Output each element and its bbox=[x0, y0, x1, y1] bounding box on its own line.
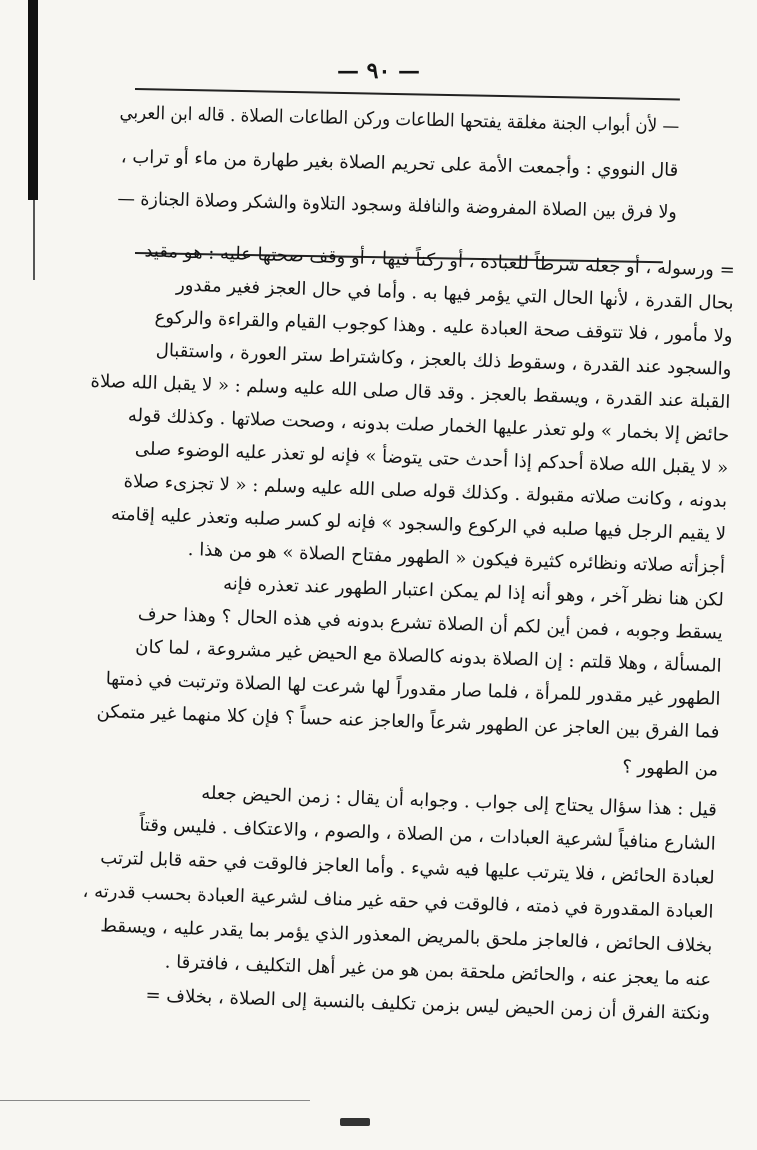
text-line: والسجود عند القدرة ، وسقوط ذلك بالعجز ، وكاشتراط ستر العورة ، واستقبال bbox=[155, 339, 732, 380]
text-line: ونكتة الفرق أن زمن الحيض ليس بزمن تكليف بالنسبة إلى الصلاة ، بخلاف = bbox=[145, 984, 711, 1025]
footnote-block bbox=[116, 86, 680, 260]
text-line: لعبادة الحائض ، فلا يترتب عليها فيه شيء . وأما العاجز فالوقت في حقه قابل لترتب bbox=[100, 847, 715, 889]
text-line: بخلاف الحائض ، فالعاجز ملحق بالمريض المعذور الذي يؤمر بما يقدر عليه ، ويسقط bbox=[99, 915, 713, 957]
text-line: قيل : هذا سؤال يحتاج إلى جواب . وجوابه أن يقال : زمن الحيض جعله bbox=[200, 782, 718, 821]
signature-mark bbox=[340, 1118, 370, 1126]
text-line: « لا يقبل الله صلاة أحدكم إذا أحدث حتى يتوضأ » فإنه لو تعذر عليه الوضوء صلى bbox=[134, 438, 729, 479]
footnote-line: — لأن أبواب الجنة مغلقة يفتحها الطاعات وركن الطاعات الصلاة . قاله ابن العربي bbox=[119, 102, 680, 137]
text-line: عنه ما يعجز عنه ، والحائض ملحقة بمن هو من غير أهل التكليف ، فافترقا . bbox=[164, 951, 712, 991]
text-line: العبادة المقدورة في ذمته ، فالوقت في حقه غير مناف لشرعية العبادة بحسب قدرته ، bbox=[82, 880, 714, 923]
main-text-block bbox=[70, 240, 736, 1025]
text-line: أجزأته صلاته ونظائره كثيرة فيكون « الطهور مفتاح الصلاة » هو من هذا . bbox=[187, 539, 726, 578]
text-line: من الطهور ؟ bbox=[621, 756, 719, 781]
page-edge-bar-thin bbox=[33, 200, 35, 280]
text-line: يسقط وجوبه ، فمن أين لكم أن الصلاة تشرع بدونه في هذه الحال ؟ وهذا حرف bbox=[137, 603, 724, 644]
text-line: ولا مأمور ، فلا تتوقف صحة العبادة عليه . وهذا كوجوب القيام والقراءة والركوع bbox=[154, 306, 733, 347]
text-line: القبلة عند القدرة ، ويسقط بالعجز . وقد قال صلى الله عليه وسلم : « لا يقبل الله صلاة bbox=[90, 370, 731, 413]
footnote-line: ولا فرق بين الصلاة المفروضة والنافلة وسجود التلاوة والشكر وصلاة الجنازة — bbox=[117, 188, 678, 223]
text-line: حائض إلا بخمار » ولو تعذر عليها الخمار صلت بدونه ، وصحت صلاتها . وكذلك قوله bbox=[127, 404, 730, 446]
text-line: فما الفرق بين العاجز عن الطهور شرعاً والعاجز عنه حساً ؟ فإن كلا منهما غير متمكن bbox=[96, 701, 720, 743]
text-line: بدونه ، وكانت صلاته مقبولة . وكذلك قوله صلى الله عليه وسلم : « لا تجزىء صلاة bbox=[123, 470, 728, 512]
text-line: المسألة ، وهلا قلتم : إن الصلاة بدونه كالصلاة مع الحيض غير مشروعة ، لما كان bbox=[135, 636, 722, 677]
page-edge-bar bbox=[28, 0, 38, 200]
text-line: لكن هنا نظر آخر ، وهو أنه إذا لم يمكن اعتبار الطهور عند تعذره فإنه bbox=[222, 573, 725, 611]
text-line: لا يقيم الرجل فيها صلبه في الركوع والسجود » فإنه لو كسر صلبه وتعذر عليه إقامته bbox=[110, 503, 727, 545]
page-number: — ٩٠ — bbox=[337, 58, 420, 84]
text-line: بحال القدرة ، لأنها الحال التي يؤمر فيها به . وأما في حال العجز فغير مقدور bbox=[175, 274, 734, 314]
bottom-rule bbox=[0, 1100, 310, 1101]
text-line: الطهور غير مقدور للمرأة ، فلما صار مقدوراً لها شرعت لها الصلاة وترتبت في ذمتها bbox=[105, 668, 721, 710]
text-line: = ورسوله ، أو جعله شرطاً للعبادة ، أو ركناً فيها ، أو وقف صحتها عليه : هو مقيد bbox=[144, 240, 736, 281]
text-line: الشارع منافياً لشرعية العبادات ، من الصلاة ، والصوم ، والاعتكاف . فليس وقتاً bbox=[139, 814, 717, 855]
footnote-line: قال النووي : وأجمعت الأمة على تحريم الصلاة بغير طهارة من ماء أو تراب ، bbox=[120, 146, 679, 181]
